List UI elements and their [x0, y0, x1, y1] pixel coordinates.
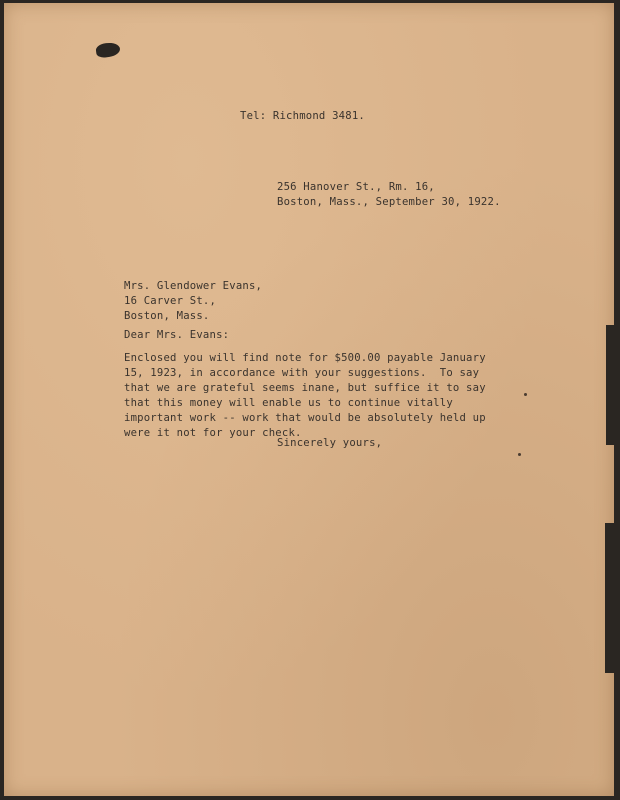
- recipient-city: Boston, Mass.: [124, 310, 210, 322]
- body-line: important work -- work that would be absolutely held up: [124, 412, 486, 424]
- body-line: that we are grateful seems inane, but suffice it to say: [124, 382, 486, 394]
- closing: Sincerely yours,: [277, 437, 383, 449]
- torn-edge: [605, 523, 614, 673]
- torn-edge: [606, 325, 614, 445]
- letter-page: [4, 3, 614, 796]
- recipient-name: Mrs. Glendower Evans,: [124, 280, 263, 292]
- sender-address-line1: 256 Hanover St., Rm. 16,: [277, 181, 435, 193]
- punch-hole: [95, 41, 121, 58]
- recipient-street: 16 Carver St.,: [124, 295, 217, 307]
- body-line: Enclosed you will find note for $500.00 payable January: [124, 352, 486, 364]
- body-line: were it not for your check.: [124, 427, 302, 439]
- body-line: 15, 1923, in accordance with your suggestions. To say: [124, 367, 480, 379]
- telephone-line: Tel: Richmond 3481.: [240, 110, 365, 122]
- salutation: Dear Mrs. Evans:: [124, 329, 230, 341]
- sender-address-date-line: Boston, Mass., September 30, 1922.: [277, 196, 501, 208]
- ink-speck: [518, 453, 521, 456]
- ink-speck: [524, 393, 527, 396]
- body-line: that this money will enable us to continue vitally: [124, 397, 453, 409]
